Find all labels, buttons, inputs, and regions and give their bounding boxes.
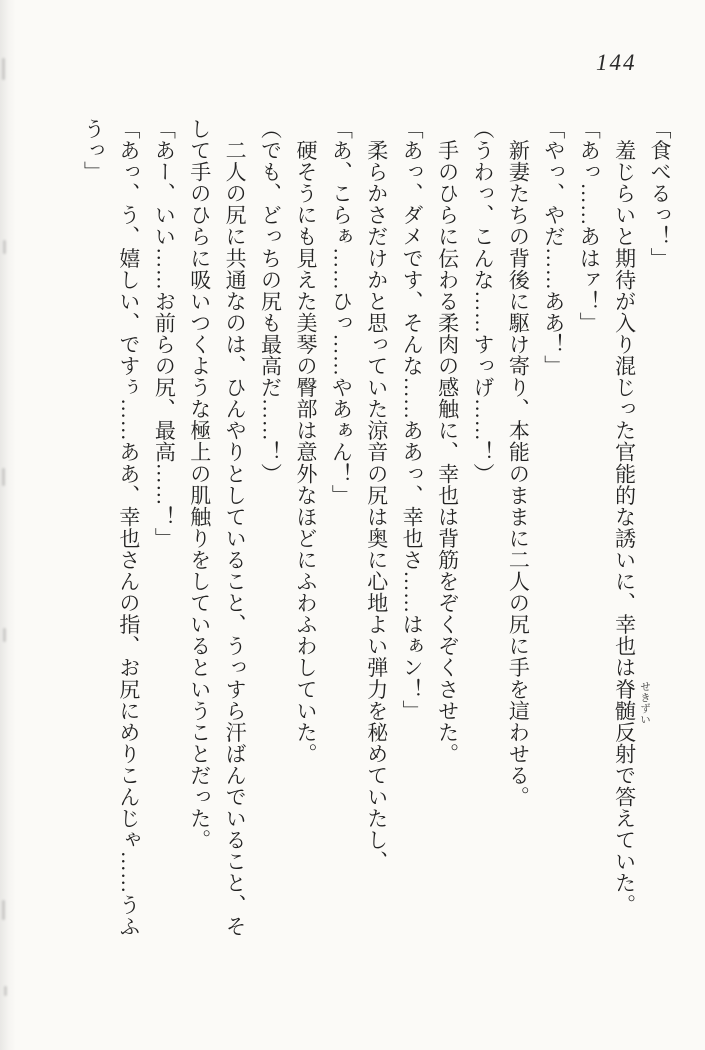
- scan-speck: [3, 240, 6, 254]
- text-line: 手のひらに伝わる柔肉の感触に、幸也は背筋をぞくぞくさせた。: [435, 118, 460, 765]
- text-line: 「あー、いい……お前らの尻、最高……！」: [152, 118, 177, 549]
- page-number: 144: [596, 50, 637, 75]
- text-line: うっ」: [81, 118, 106, 183]
- text-line: 「あっ……あはァ！」: [577, 118, 602, 334]
- scan-speck: [2, 900, 5, 920]
- text-line: 新妻たちの背後に駆け寄り、本能のままに二人の尻に手を這わせる。: [506, 118, 531, 808]
- scan-speck: [3, 628, 6, 642]
- text-line: 柔らかさだけかと思っていた涼音の尻は奥に心地よい弾力を秘めていたし、: [364, 118, 389, 873]
- text-line: 硬そうにも見えた美琴の臀部は意外なほどにふわふわしていた。: [293, 118, 318, 765]
- text-columns: [75, 118, 677, 1010]
- text-line: 羞じらいと期待が入り混じった官能的な誘いに、幸也は脊髄反射で答えていた。: [612, 118, 637, 916]
- scan-edge-artifact: [0, 0, 16, 1050]
- scan-speck: [2, 468, 5, 486]
- text-line: 「やっ、やだ……ああ！」: [541, 118, 566, 377]
- scan-speck: [4, 986, 7, 996]
- text-line: （でも、どっちの尻も最高だ……！）: [258, 118, 283, 485]
- text-line: 「食べるっ！」: [648, 118, 672, 269]
- text-line: 「あっ、う、嬉しい、ですぅ……ああ、幸也さんの指、お尻にめりこんじゃ……うふ: [116, 118, 141, 937]
- text-line: 二人の尻に共通なのは、ひんやりとしていること、うっすら汗ばんでいること、そ: [223, 118, 248, 937]
- scan-speck: [2, 58, 5, 80]
- text-line: （うわっ、こんな……すっげ……！）: [470, 118, 495, 485]
- text-line: 「あ、こらぁ……ひっ……やあぁん！」: [329, 118, 354, 506]
- text-line: 「あっ、ダメです、そんな……ああっ、幸也さ……はぁン！」: [400, 118, 425, 722]
- text-line: して手のひらに吸いつくような極上の肌触りをしているということだった。: [187, 118, 212, 851]
- furigana-sekizui: せきずい: [639, 681, 650, 725]
